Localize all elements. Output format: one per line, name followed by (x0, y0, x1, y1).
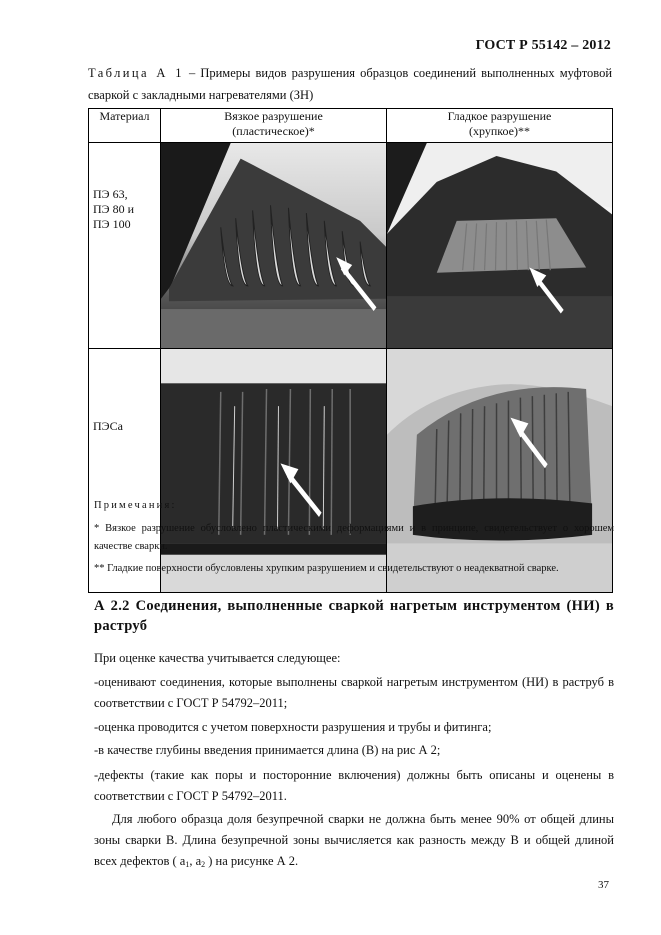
header-smooth-line2: (хрупкое)** (469, 124, 530, 138)
paragraph-item: -в качестве глубины введения принимается длина (В) на рис А 2; (94, 743, 441, 757)
subscript-1: 1 (185, 860, 190, 869)
material-line: ПЭ 80 и (93, 202, 135, 216)
material-line: ПЭ 63, (93, 187, 128, 201)
header-smooth (387, 109, 613, 143)
paragraph-item: -оценка проводится с учетом поверхности разрушения и трубы и фитинга; (94, 720, 492, 734)
section-heading: А 2.2 Соединения, выполненные сваркой нагретым инструментом (НИ) в раструб (94, 598, 614, 634)
note-ductile: * Вязкое разрушение обусловлено пластическими деформациями и в принципе, свидетельствует о хорошем качестве сварки. (94, 523, 614, 552)
paragraph-main-text: Для любого образца доля безупречной сварки не должна быть менее 90% от общей длины зоны сварки B. Длина безупречной зоны вычисляется как разность между B и общей длиной всех дефектов ( a (94, 812, 614, 868)
paragraph-item: -дефекты (такие как поры и посторонние включения) должны быть описаны и оценены в соответствии с ГОСТ Р 54792–2011. (94, 768, 614, 803)
paragraph-main-end: ) на рисунке А 2. (205, 854, 299, 868)
subscript-2: 2 (201, 860, 206, 869)
table-row (89, 143, 613, 349)
ductile-fracture-photo-pe (161, 143, 386, 348)
header-ductile-line2: (пластическое)* (232, 124, 315, 138)
paragraph-item: -оценивают соединения, которые выполнены сваркой нагретым инструментом (НИ) в раструб в соответствии с ГОСТ Р 54792–2011; (94, 675, 614, 710)
header-material (89, 109, 161, 143)
table-caption (88, 62, 612, 106)
photo-cell (387, 143, 613, 349)
header-ductile (161, 109, 387, 143)
material-cell (89, 143, 161, 349)
note-smooth: ** Гладкие поверхности обусловлены хрупким разрушением и свидетельствуют о неадекватной сварке. (94, 563, 559, 574)
standard-code: ГОСТ Р 55142 – 2012 (475, 38, 611, 53)
photo-cell (161, 143, 387, 349)
table-caption-label: Таблица А 1 (88, 66, 184, 80)
table-caption-text: – Примеры видов разрушения образцов соединений выполненных муфтовой сваркой с закладными нагревателями (ЗН) (88, 66, 613, 102)
paragraph-main (94, 809, 614, 875)
subscript-separator: , a (189, 854, 202, 868)
header-material-label: Материал (99, 109, 150, 123)
paragraph-intro: При оценке качества учитывается следующее: (94, 651, 341, 665)
page-number: 37 (598, 879, 609, 891)
header-smooth-line1: Гладкое разрушение (447, 109, 552, 123)
material-line: ПЭСа (93, 419, 123, 433)
notes-title: Примечания: (94, 500, 177, 511)
material-line: ПЭ 100 (93, 217, 131, 231)
table-header-row (89, 109, 613, 143)
header-ductile-line1: Вязкое разрушение (224, 109, 323, 123)
smooth-fracture-photo-pe (387, 143, 612, 348)
